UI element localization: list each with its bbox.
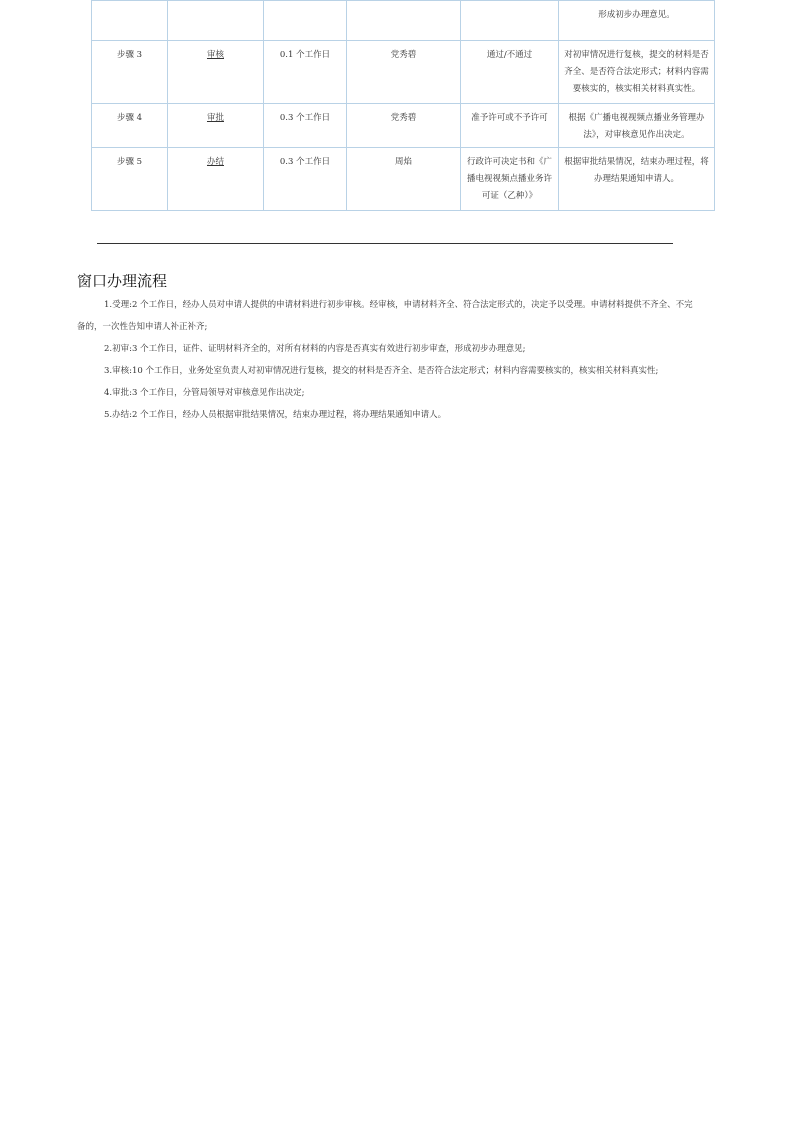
process-steps: [77, 294, 697, 426]
process-step: 4.审批:3 个工作日，分管局领导对审核意见作出决定;: [104, 388, 305, 398]
step-cell: [92, 1, 168, 41]
result-cell: 通过/不通过: [461, 41, 559, 104]
table-row: [92, 148, 715, 211]
handler-cell: 党秀碧: [347, 104, 461, 148]
table-row: [92, 41, 715, 104]
process-step: 1.受理:2 个工作日，经办人员对申请人提供的申请材料进行初步审核。经审核，申请材料齐全、符合法定形式的，决定予以受理。申请材料提供不齐全、不完备的，一次性告知申请人补正补齐;: [77, 300, 693, 332]
section-divider: [97, 243, 673, 244]
section-title: 窗口办理流程: [77, 272, 168, 290]
step-name-cell: [168, 1, 264, 41]
table-row: [92, 1, 715, 41]
time-limit-cell: 0.3 个工作日: [264, 148, 347, 211]
time-limit-cell: 0.1 个工作日: [264, 41, 347, 104]
handler-cell: 周焰: [347, 148, 461, 211]
handler-cell: [347, 1, 461, 41]
process-table: [91, 0, 715, 211]
description-cell: 根据《广播电视视频点播业务管理办法》，对审核意见作出决定。: [559, 104, 715, 148]
process-step: 3.审核:10 个工作日，业务处室负责人对初审情况进行复核，提交的材料是否齐全、是否符合法定形式；材料内容需要核实的，核实相关材料真实性;: [104, 366, 659, 376]
description-cell: 根据审批结果情况，结束办理过程，将办理结果通知申请人。: [559, 148, 715, 211]
description-cell: 对初审情况进行复核，提交的材料是否齐全、是否符合法定形式；材料内容需要核实的，核实相关材料真实性。: [559, 41, 715, 104]
description-cell: 形成初步办理意见。: [559, 1, 715, 41]
result-cell: 行政许可决定书和《广播电视视频点播业务许可证（乙种）》: [461, 148, 559, 211]
step-name-link[interactable]: 审核: [168, 41, 264, 104]
step-cell: 步骤 5: [92, 148, 168, 211]
result-cell: 准予许可或不予许可: [461, 104, 559, 148]
result-cell: [461, 1, 559, 41]
process-step: 5.办结:2 个工作日，经办人员根据审批结果情况，结束办理过程，将办理结果通知申请人。: [104, 410, 447, 420]
step-name-link[interactable]: 办结: [168, 148, 264, 211]
time-limit-cell: [264, 1, 347, 41]
table-row: [92, 104, 715, 148]
step-name-link[interactable]: 审批: [168, 104, 264, 148]
step-cell: 步骤 3: [92, 41, 168, 104]
step-cell: 步骤 4: [92, 104, 168, 148]
time-limit-cell: 0.3 个工作日: [264, 104, 347, 148]
process-step: 2.初审:3 个工作日，证件、证明材料齐全的，对所有材料的内容是否真实有效进行初步审查，形成初步办理意见;: [104, 344, 526, 354]
handler-cell: 党秀碧: [347, 41, 461, 104]
